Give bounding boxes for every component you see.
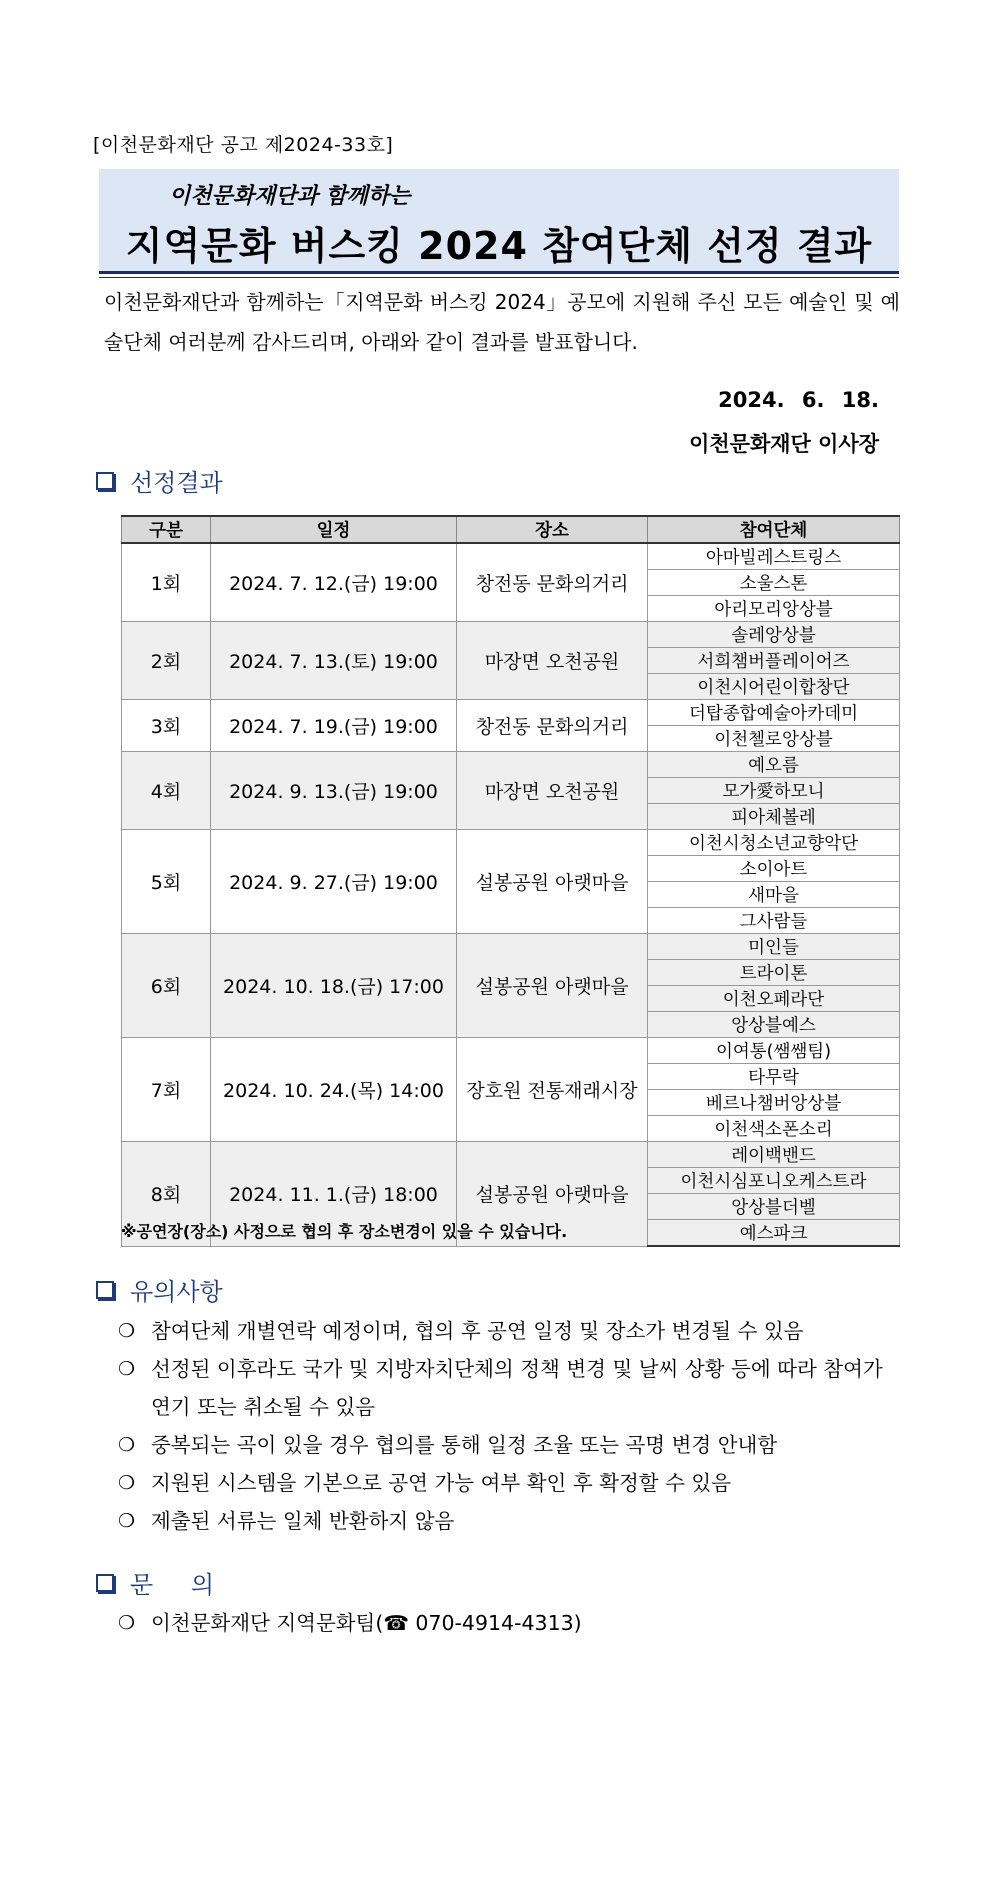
schedule-cell: 2024. 7. 19.(금) 19:00 [211,700,457,752]
circle-bullet-icon: ❍ [118,1510,136,1532]
header-schedule: 일정 [211,516,457,543]
group-cell: 소울스톤 [648,570,900,596]
circle-bullet-icon: ❍ [118,1434,136,1456]
schedule-cell: 2024. 7. 13.(토) 19:00 [211,622,457,700]
table-row [122,622,900,648]
checkbox-square-icon [96,1574,114,1592]
notes-list [118,1312,908,1540]
group-cell: 앙상블더벨 [648,1194,900,1220]
venue-change-footnote: ※공연장(장소) 사정으로 협의 후 장소변경이 있을 수 있습니다. [121,1222,568,1241]
table-row [122,934,900,960]
header-round: 구분 [122,516,211,543]
venue-cell: 설봉공원 아랫마을 [457,934,648,1038]
group-cell: 미인들 [648,934,900,960]
group-cell: 이천색소폰소리 [648,1116,900,1142]
table-row [122,1038,900,1064]
circle-bullet-icon: ❍ [118,1358,136,1380]
venue-cell: 창전동 문화의거리 [457,543,648,622]
circle-bullet-icon: ❍ [118,1472,136,1494]
signer: 이천문화재단 이사장 [689,432,879,456]
header-groups: 참여단체 [648,516,900,543]
group-cell: 예스파크 [648,1220,900,1247]
venue-cell: 설봉공원 아랫마을 [457,830,648,934]
note-text: 중복되는 곡이 있을 경우 협의를 통해 일정 조율 또는 곡명 변경 안내함 [151,1433,778,1457]
note-item [118,1312,908,1350]
page-title: 지역문화 버스킹 2024 참여단체 선정 결과 [125,224,873,268]
schedule-cell: 2024. 7. 12.(금) 19:00 [211,543,457,622]
title-subtitle: 이천문화재단과 함께하는 [169,184,411,209]
venue-cell: 설봉공원 아랫마을 [457,1142,648,1247]
group-cell: 모가愛하모니 [648,778,900,804]
title-banner [99,169,899,274]
venue-cell: 마장면 오천공원 [457,752,648,830]
table-row [122,543,900,570]
note-text: 참여단체 개별연락 예정이며, 협의 후 공연 일정 및 장소가 변경될 수 있음 [151,1319,804,1343]
note-text: 지원된 시스템을 기본으로 공연 가능 여부 확인 후 확정할 수 있음 [151,1471,732,1495]
round-cell: 2회 [122,622,211,700]
group-cell: 예오름 [648,752,900,778]
section-results-heading [96,463,223,498]
group-cell: 솔레앙상블 [648,622,900,648]
section-notes-heading [96,1272,223,1307]
group-cell: 소이아트 [648,856,900,882]
note-item [118,1464,908,1502]
note-item [118,1426,908,1464]
contact-text: 이천문화재단 지역문화팀(☎ 070-4914-4313) [151,1611,582,1635]
circle-bullet-icon: ❍ [118,1612,136,1634]
schedule-cell: 2024. 10. 18.(금) 17:00 [211,934,457,1038]
header-venue: 장소 [457,516,648,543]
checkbox-square-icon [96,1281,114,1299]
table-row [122,1142,900,1168]
schedule-cell: 2024. 9. 13.(금) 19:00 [211,752,457,830]
group-cell: 이여통(쌤쌤팀) [648,1038,900,1064]
group-cell: 이천오페라단 [648,986,900,1012]
checkbox-square-icon [96,472,114,490]
group-cell: 아마빌레스트링스 [648,543,900,570]
table-row [122,700,900,726]
round-cell: 5회 [122,830,211,934]
group-cell: 트라이톤 [648,960,900,986]
table-header-row [122,516,900,543]
group-cell: 이천시청소년교향악단 [648,830,900,856]
group-cell: 더탑종합예술아카데미 [648,700,900,726]
round-cell: 3회 [122,700,211,752]
note-item [118,1502,908,1540]
group-cell: 이천시심포니오케스트라 [648,1168,900,1194]
group-cell: 타무락 [648,1064,900,1090]
group-cell: 서희챔버플레이어즈 [648,648,900,674]
group-cell: 앙상블예스 [648,1012,900,1038]
notice-number: [이천문화재단 공고 제2024-33호] [93,134,394,156]
section-results-label: 선정결과 [130,469,223,497]
schedule-cell: 2024. 10. 24.(목) 14:00 [211,1038,457,1142]
table-row [122,752,900,778]
intro-paragraph: 이천문화재단과 함께하는「지역문화 버스킹 2024」공모에 지원해 주신 모든 예술인 및 예술단체 여러분께 감사드리며, 아래와 같이 결과를 발표합니다. [104,290,900,354]
group-cell: 피아체볼레 [648,804,900,830]
section-notes-label: 유의사항 [130,1278,223,1306]
section-contact-heading [96,1565,214,1600]
note-text: 선정된 이후라도 국가 및 지방자치단체의 정책 변경 및 날씨 상황 등에 따라 참여가 연기 또는 취소될 수 있음 [151,1357,883,1419]
group-cell: 이천시어린이합창단 [648,674,900,700]
round-cell: 4회 [122,752,211,830]
round-cell: 1회 [122,543,211,622]
circle-bullet-icon: ❍ [118,1320,136,1342]
announcement-date: 2024. 6. 18. [718,388,879,412]
contact-line [118,1604,582,1642]
round-cell: 6회 [122,934,211,1038]
note-text: 제출된 서류는 일체 반환하지 않음 [151,1509,455,1533]
group-cell: 그사람들 [648,908,900,934]
note-item [118,1350,908,1426]
schedule-cell: 2024. 11. 1.(금) 18:00 [211,1142,457,1247]
round-cell: 8회 [122,1142,211,1247]
group-cell: 레이백밴드 [648,1142,900,1168]
group-cell: 이천첼로앙상블 [648,726,900,752]
section-contact-label: 문 의 [130,1571,214,1599]
venue-cell: 장호원 전통재래시장 [457,1038,648,1142]
table-row [122,830,900,856]
group-cell: 새마을 [648,882,900,908]
venue-cell: 창전동 문화의거리 [457,700,648,752]
schedule-cell: 2024. 9. 27.(금) 19:00 [211,830,457,934]
results-table [121,515,900,1247]
round-cell: 7회 [122,1038,211,1142]
group-cell: 베르나챔버앙상블 [648,1090,900,1116]
group-cell: 아리모리앙상블 [648,596,900,622]
venue-cell: 마장면 오천공원 [457,622,648,700]
